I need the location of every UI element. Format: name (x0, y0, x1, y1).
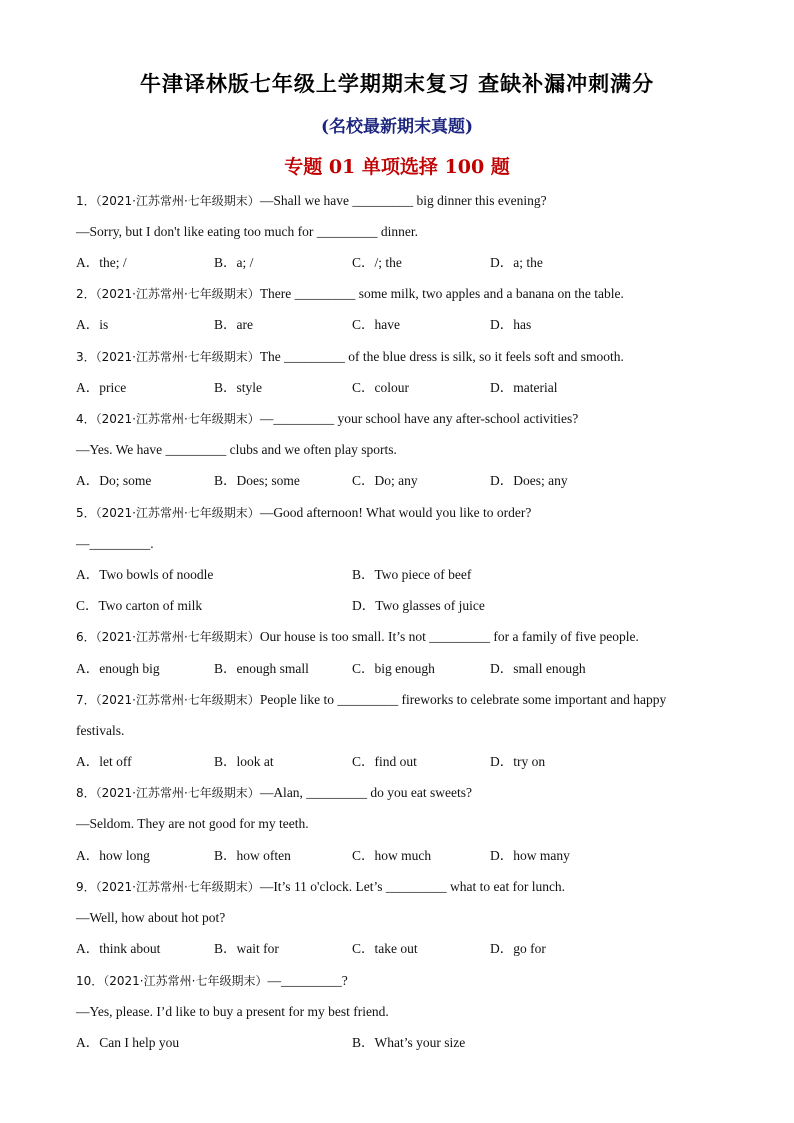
option-b[interactable]: B．style (214, 380, 263, 395)
question-8-line (76, 784, 472, 802)
option-d[interactable]: D．try on (490, 754, 546, 769)
option-d[interactable]: D．has (490, 317, 532, 332)
question-source: 10．（2021·江苏常州·七年级期末） (76, 974, 268, 988)
option-a[interactable]: A．is (76, 317, 109, 332)
question-source: 7．（2021·江苏常州·七年级期末） (76, 693, 260, 707)
question-stem: There _________ some milk, two apples and a banana on the table. (259, 286, 624, 301)
question-8-line-2: —Seldom. They are not good for my teeth. (76, 816, 309, 831)
option-b[interactable]: B．Two piece of beef (352, 567, 472, 582)
option-b[interactable]: B．Does; some (214, 473, 300, 488)
question-source: 9．（2021·江苏常州·七年级期末） (76, 880, 260, 894)
question-stem: —Good afternoon! What would you like to order? (259, 505, 532, 520)
question-1-line-2: —Sorry, but I don't like eating too much for _________ dinner. (76, 224, 419, 239)
option-d[interactable]: D．a; the (490, 255, 543, 270)
question-10-line (76, 972, 348, 990)
option-b[interactable]: B．how often (214, 848, 291, 863)
question-stem: —_________ your school have any after-school activities? (259, 411, 579, 426)
option-a[interactable]: A．Two bowls of noodle (76, 567, 214, 582)
question-source: 3．（2021·江苏常州·七年级期末） (76, 350, 260, 364)
question-10-line-2: —Yes, please. I’d like to buy a present for my best friend. (76, 1004, 389, 1019)
question-2-line (76, 285, 624, 303)
option-d[interactable]: D．how many (490, 848, 570, 863)
document-title: 牛津译林版七年级上学期期末复习 查缺补漏冲刺满分 (139, 71, 655, 96)
question-1-line (76, 192, 547, 210)
option-b[interactable]: B．enough small (214, 661, 309, 676)
question-4-line-2: —Yes. We have _________ clubs and we often play sports. (76, 442, 397, 457)
question-9-line (76, 878, 565, 896)
question-3-line (76, 348, 624, 366)
question-stem: The _________ of the blue dress is silk, so it feels soft and smooth. (259, 349, 624, 364)
question-source: 4．（2021·江苏常州·七年级期末） (76, 412, 260, 426)
question-7-line-2: festivals. (76, 723, 125, 738)
option-d[interactable]: D．small enough (490, 661, 586, 676)
question-source: 5．（2021·江苏常州·七年级期末） (76, 506, 260, 520)
option-b[interactable]: B．are (214, 317, 253, 332)
question-9-line-2: —Well, how about hot pot? (76, 910, 226, 925)
question-stem: —Alan, _________ do you eat sweets? (259, 785, 473, 800)
question-stem: —Shall we have _________ big dinner this evening? (259, 193, 547, 208)
question-source: 1．（2021·江苏常州·七年级期末） (76, 194, 260, 208)
question-4-line (76, 410, 578, 428)
question-source: 2．（2021·江苏常州·七年级期末） (76, 287, 260, 301)
option-a[interactable]: A．the; / (76, 255, 127, 270)
option-d[interactable]: D．Two glasses of juice (352, 598, 485, 613)
question-source: 8．（2021·江苏常州·七年级期末） (76, 786, 260, 800)
option-a[interactable]: A．let off (76, 754, 132, 769)
option-b[interactable]: B．wait for (214, 941, 279, 956)
question-5-line (76, 504, 531, 522)
option-b[interactable]: B．What’s your size (352, 1035, 466, 1050)
option-c[interactable]: C．Two carton of milk (76, 598, 203, 613)
option-c[interactable]: C．find out (352, 754, 417, 769)
option-d[interactable]: D．go for (490, 941, 546, 956)
option-c[interactable]: C．big enough (352, 661, 435, 676)
option-a[interactable]: A．think about (76, 941, 161, 956)
option-a[interactable]: A．enough big (76, 661, 160, 676)
question-6-line (76, 628, 639, 646)
document-subtitle: (名校最新期末真题) (320, 117, 474, 137)
option-a[interactable]: A．Can I help you (76, 1035, 180, 1050)
option-d[interactable]: D．Does; any (490, 473, 568, 488)
option-c[interactable]: C．have (352, 317, 400, 332)
option-b[interactable]: B．look at (214, 754, 274, 769)
option-c[interactable]: C．Do; any (352, 473, 418, 488)
option-a[interactable]: A．price (76, 380, 127, 395)
option-c[interactable]: C．how much (352, 848, 432, 863)
option-c[interactable]: C．colour (352, 380, 409, 395)
topic-heading: 专题 01 单项选择 100 题 (284, 156, 510, 178)
question-stem: Our house is too small. It’s not _________ for a family of five people. (259, 629, 639, 644)
option-a[interactable]: A．how long (76, 848, 150, 863)
question-stem: —_________? (267, 973, 348, 988)
option-b[interactable]: B．a; / (214, 255, 254, 270)
question-stem: People like to _________ fireworks to celebrate some important and happy (259, 692, 667, 707)
option-c[interactable]: C．/; the (352, 255, 402, 270)
question-5-line-2: —_________. (76, 536, 154, 551)
question-stem: —It’s 11 o'clock. Let’s _________ what to eat for lunch. (259, 879, 566, 894)
option-a[interactable]: A．Do; some (76, 473, 152, 488)
option-d[interactable]: D．material (490, 380, 558, 395)
option-c[interactable]: C．take out (352, 941, 418, 956)
question-source: 6．（2021·江苏常州·七年级期末） (76, 630, 260, 644)
question-7-line (76, 691, 666, 709)
